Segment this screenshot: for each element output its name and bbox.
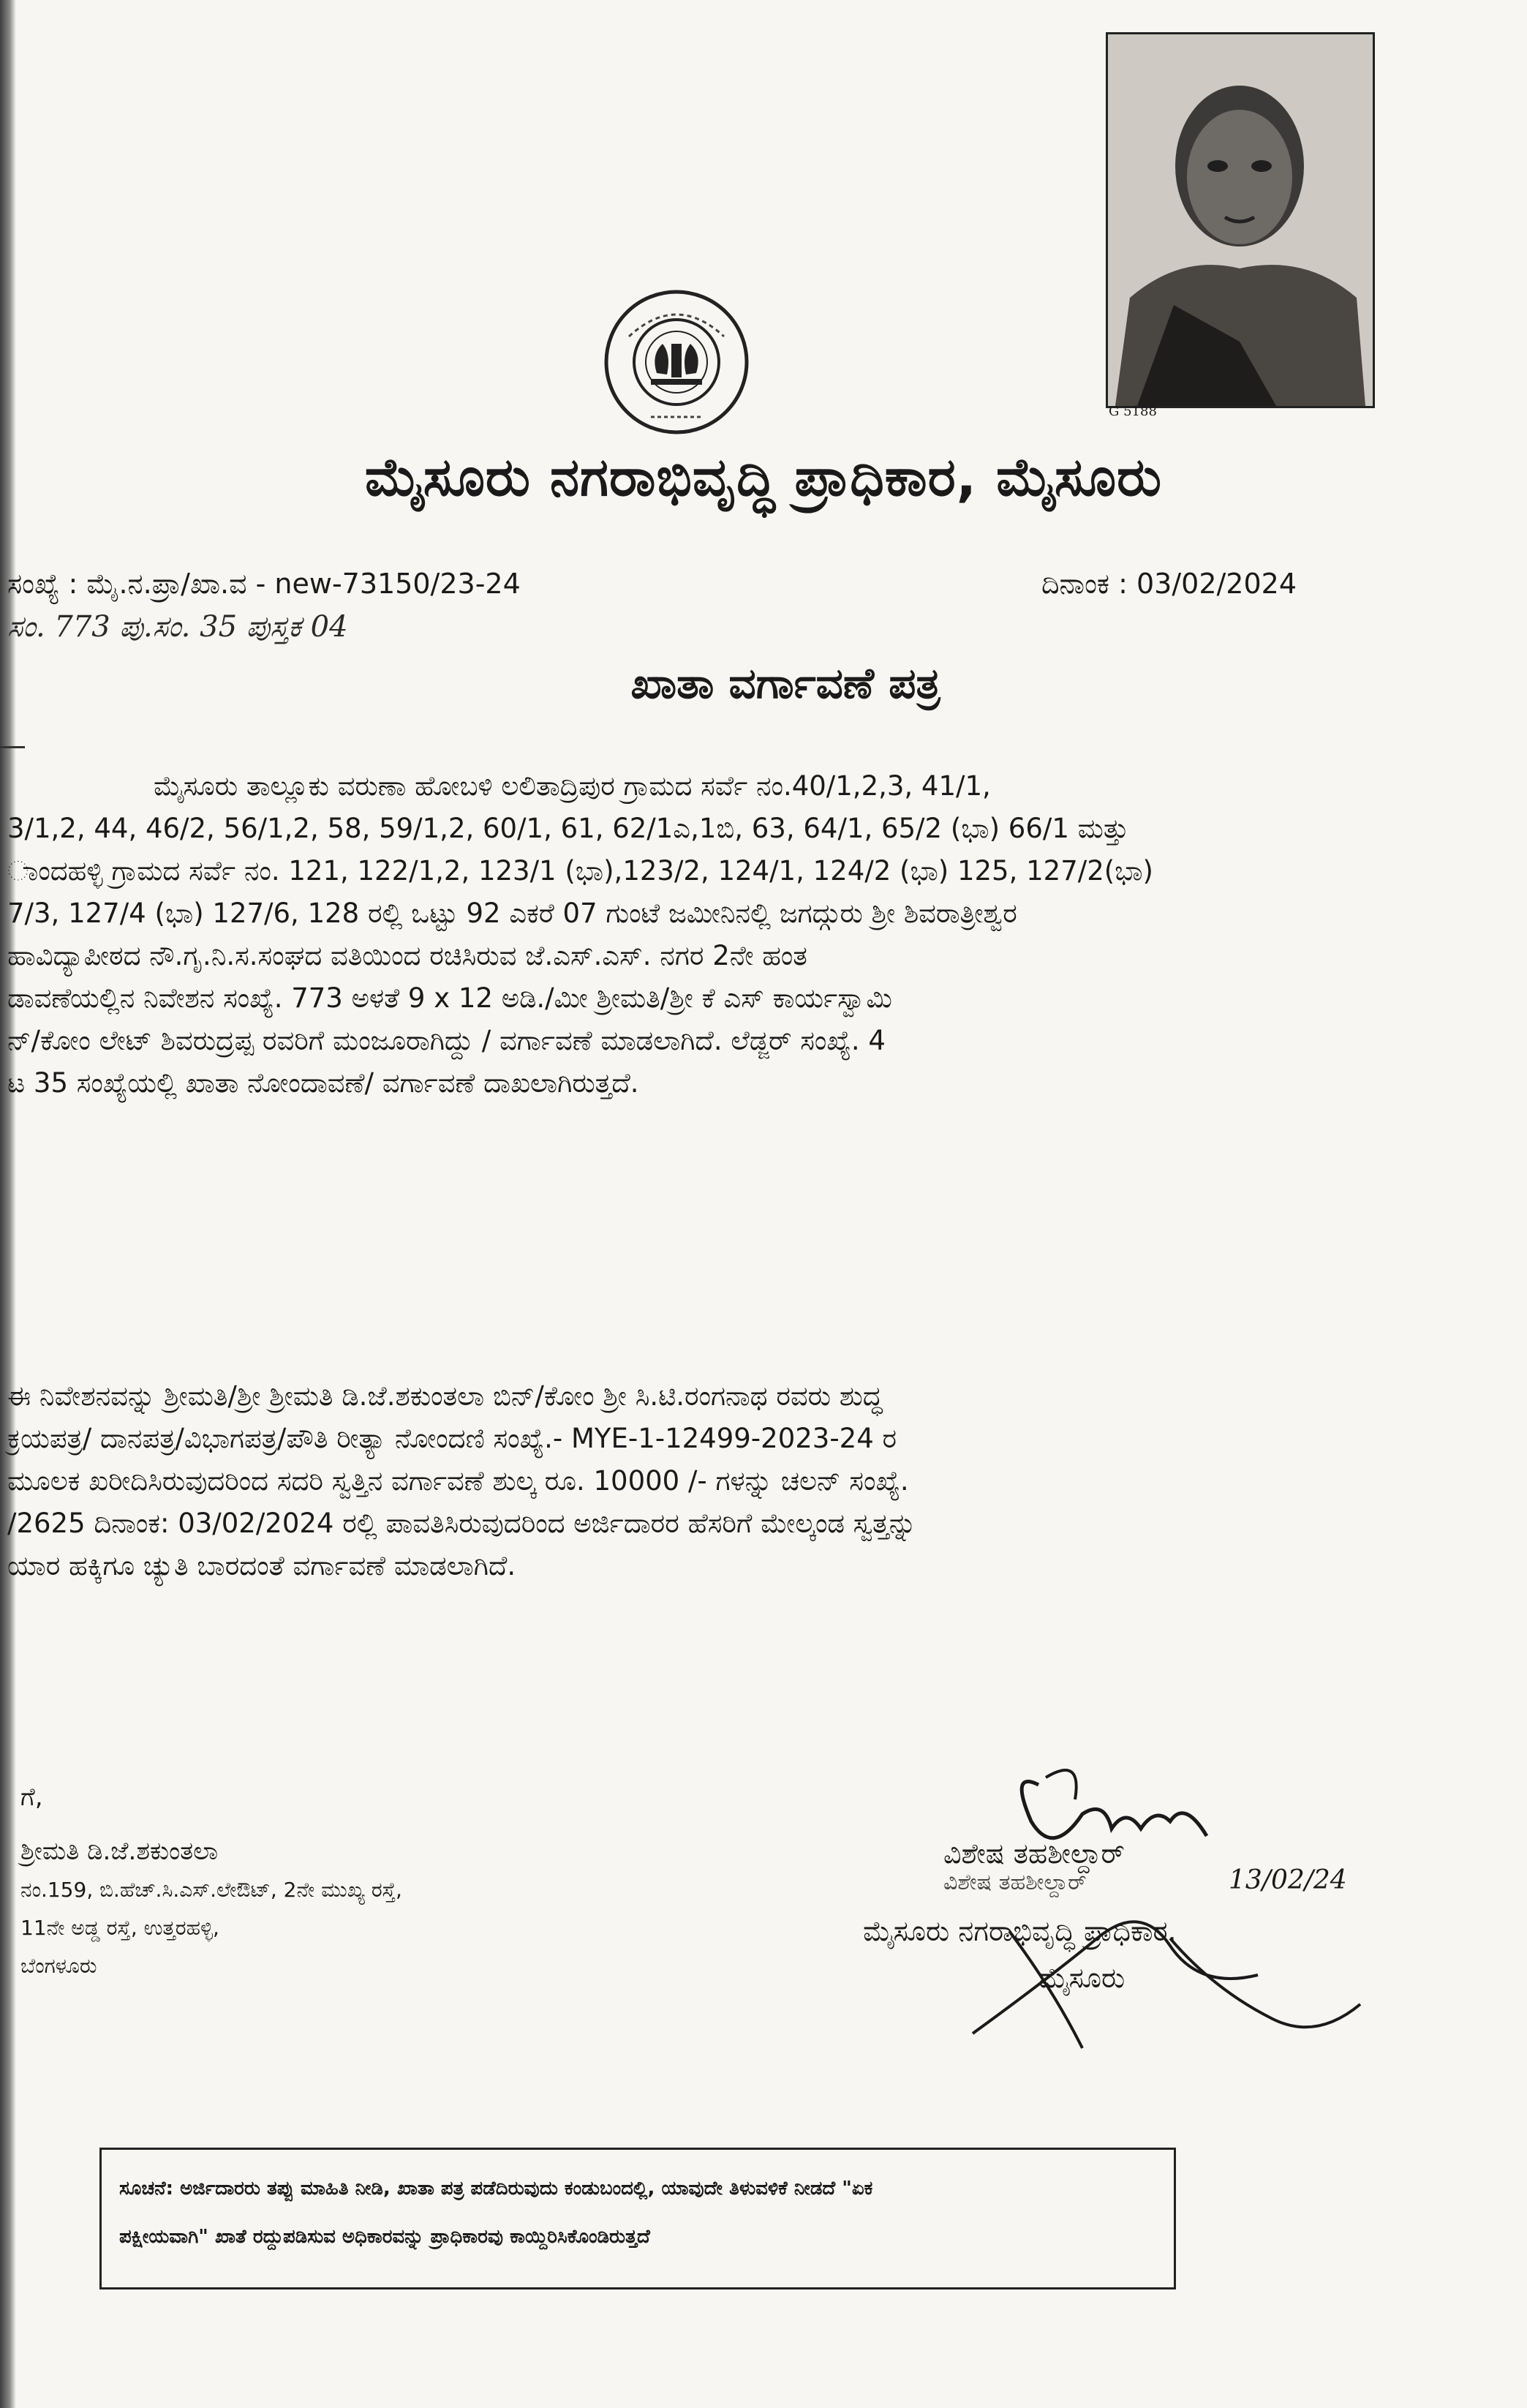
paragraph-line: /2625 ದಿನಾಂಕ: 03/02/2024 ರಲ್ಲಿ ಪಾವತಿಸಿರುವುದರಿಂದ ಅರ್ಜಿದಾರರ ಹೆಸರಿಗೆ ಮೇಲ್ಕಂಡ ಸ್ವತ್ತನ್ನು — [7, 1508, 917, 1539]
notice-box — [99, 2148, 1176, 2290]
signature-date: 13/02/24 — [1229, 1865, 1347, 1895]
paragraph-line: 3/1,2, 44, 46/2, 56/1,2, 58, 59/1,2, 60/1, 61, 62/1ಎ,1ಬಿ, 63, 64/1, 65/2 (ಭಾ) 66/1 ಮತ್ತು — [7, 813, 1129, 844]
signatory-designation: ವಿಶೇಷ ತಹಶೀಲ್ದಾರ್ — [943, 1837, 1125, 1870]
applicant-photo — [1106, 32, 1375, 408]
authority-seal-icon — [600, 285, 753, 439]
organization-title: ಮೈಸೂರು ನಗರಾಭಿವೃದ್ಧಿ ಪ್ರಾಧಿಕಾರ, ಮೈಸೂರು — [364, 446, 1163, 508]
addressee-line1: ನಂ.159, ಬಿ.ಹೆಚ್.ಸಿ.ಎಸ್.ಲೇಔಟ್, 2ನೇ ಮುಖ್ಯ ರಸ್ತೆ, — [20, 1878, 402, 1902]
paragraph-line: ಹಾವಿದ್ಯಾಪೀಠದ ನೌ.ಗೃ.ನಿ.ಸ.ಸಂಘದ ವತಿಯಿಂದ ರಚಿಸಿರುವ ಜೆ.ಎಸ್.ಎಸ್. ನಗರ 2ನೇ ಹಂತ — [7, 940, 807, 971]
certificate-title: ಖಾತಾ ವರ್ಗಾವಣೆ ಪತ್ರ — [630, 658, 940, 708]
page-edge-shadow — [0, 0, 16, 2408]
paragraph-line: ಮೂಲಕ ಖರೀದಿಸಿರುವುದರಿಂದ ಸದರಿ ಸ್ವತ್ತಿನ ವರ್ಗಾವಣೆ ಶುಲ್ಕ ರೂ. 10000 /- ಗಳನ್ನು ಚಲನ್ ಸಂಖ್ಯೆ. — [7, 1465, 909, 1497]
notice-line2: ಪಕ್ಷೀಯವಾಗಿ" ಖಾತೆ ರದ್ದುಪಡಿಸುವ ಅಧಿಕಾರವನ್ನು ಪ್ರಾಧಿಕಾರವು ಕಾಯ್ದಿರಿಸಿಕೊಂಡಿರುತ್ತದೆ — [119, 2226, 650, 2248]
paragraph-allotment — [7, 765, 1390, 1105]
addressee-name: ಶ್ರೀಮತಿ ಡಿ.ಜೆ.ಶಕುಂತಲಾ — [20, 1837, 219, 1866]
photo-code: G 5188 — [1109, 404, 1157, 419]
signatory-office: ಮೈಸೂರು ನಗರಾಭಿವೃದ್ಧಿ ಪ್ರಾಧಿಕಾರ. — [863, 1915, 1177, 1947]
notice-line1: ಸೂಚನೆ: ಅರ್ಜಿದಾರರು ತಪ್ಪು ಮಾಹಿತಿ ನೀಡಿ, ಖಾತಾ ಪತ್ರ ಪಡೆದಿರುವುದು ಕಂಡುಬಂದಲ್ಲಿ, ಯಾವುದೇ ತಿಳುವಳಿಕೆ ನೀಡದೆ "ಏಕ — [119, 2178, 873, 2200]
addressee-to: ಗೆ, — [20, 1783, 43, 1812]
addressee-block — [20, 1777, 402, 1985]
paragraph-line: ನ್/ಕೋಂ ಲೇಟ್ ಶಿವರುದ್ರಪ್ಪ ರವರಿಗೆ ಮಂಜೂರಾಗಿದ್ದು / ವರ್ಗಾವಣೆ ಮಾಡಲಾಗಿದೆ. ಲೆಡ್ಜರ್ ಸಂಖ್ಯೆ. 4 — [7, 1025, 886, 1056]
paragraph-line: ಮೈಸೂರು ತಾಲ್ಲೂಕು ವರುಣಾ ಹೋಬಳಿ ಲಲಿತಾದ್ರಿಪುರ ಗ್ರಾಮದ ಸರ್ವೆ ನಂ.40/1,2,3, 41/1, — [154, 770, 991, 802]
paragraph-line: 7/3, 127/4 (ಭಾ) 127/6, 128 ರಲ್ಲಿ ಒಟ್ಟು 92 ಎಕರೆ 07 ಗುಂಟೆ ಜಮೀನಿನಲ್ಲಿ ಜಗದ್ಗುರು ಶ್ರೀ ಶಿವರಾತ್ರೀಶ್ವರ — [7, 898, 1017, 929]
addressee-line2: 11ನೇ ಅಡ್ಡ ರಸ್ತೆ, ಉತ್ತರಹಳ್ಳಿ, — [20, 1916, 219, 1940]
paragraph-transfer — [7, 1375, 1390, 1587]
paragraph-line: ಟ 35 ಸಂಖ್ಯೆಯಲ್ಲಿ ಖಾತಾ ನೋಂದಾವಣೆ/ ವರ್ಗಾವಣೆ ದಾಖಲಾಗಿರುತ್ತದೆ. — [7, 1067, 639, 1099]
paragraph-line: ಯಾರ ಹಕ್ಕಿಗೂ ಚ್ಯುತಿ ಬಾರದಂತೆ ವರ್ಗಾವಣೆ ಮಾಡಲಾಗಿದೆ. — [7, 1550, 516, 1581]
signatory-city: ಮೈಸೂರು — [1038, 1962, 1126, 1994]
handwritten-register-note: ಸಂ. 773 ಪು.ಸಂ. 35 ಪುಸ್ತಕ 04 — [7, 610, 348, 644]
divider — [0, 746, 25, 748]
signature-block — [863, 1756, 1419, 2063]
reference-number: ಸಂಖ್ಯೆ : ಮೈ.ನ.ಪ್ರಾ/ಖಾ.ವ - new-73150/23-24 — [7, 568, 521, 600]
handwritten-signature-icon — [863, 1756, 1419, 2063]
issue-date: ದಿನಾಂಕ : 03/02/2024 — [1041, 568, 1297, 600]
paragraph-line: ಾಂದಹಳ್ಳಿ ಗ್ರಾಮದ ಸರ್ವೆ ನಂ. 121, 122/1,2, 123/1 (ಭಾ),123/2, 124/1, 124/2 (ಭಾ) 125, 127/2(ಭಾ) — [7, 855, 1153, 887]
addressee-line3: ಬೆಂಗಳೂರು — [20, 1954, 97, 1978]
paragraph-line: ಕ್ರಯಪತ್ರ/ ದಾನಪತ್ರ/ವಿಭಾಗಪತ್ರ/ಪೌತಿ ರೀತ್ಯಾ ನೋಂದಣಿ ಸಂಖ್ಯೆ.- MYE-1-12499-2023-24 ರ — [7, 1423, 897, 1454]
paragraph-line: ಡಾವಣೆಯಲ್ಲಿನ ನಿವೇಶನ ಸಂಖ್ಯೆ. 773 ಅಳತೆ 9 x 12 ಅಡಿ./ಮೀ ಶ್ರೀಮತಿ/ಶ್ರೀ ಕೆ ಎಸ್ ಕಾರ್ಯಸ್ವಾಮಿ — [7, 982, 892, 1014]
signatory-stamp: ವಿಶೇಷ ತಹಶೀಲ್ದಾರ್ — [943, 1870, 1087, 1895]
paragraph-line: ಈ ನಿವೇಶನವನ್ನು ಶ್ರೀಮತಿ/ಶ್ರೀ ಶ್ರೀಮತಿ ಡಿ.ಜೆ.ಶಕುಂತಲಾ ಬಿನ್/ಕೋಂ ಶ್ರೀ ಸಿ.ಟಿ.ರಂಗನಾಥ ರವರು ಶುದ್ಧ — [7, 1380, 883, 1412]
